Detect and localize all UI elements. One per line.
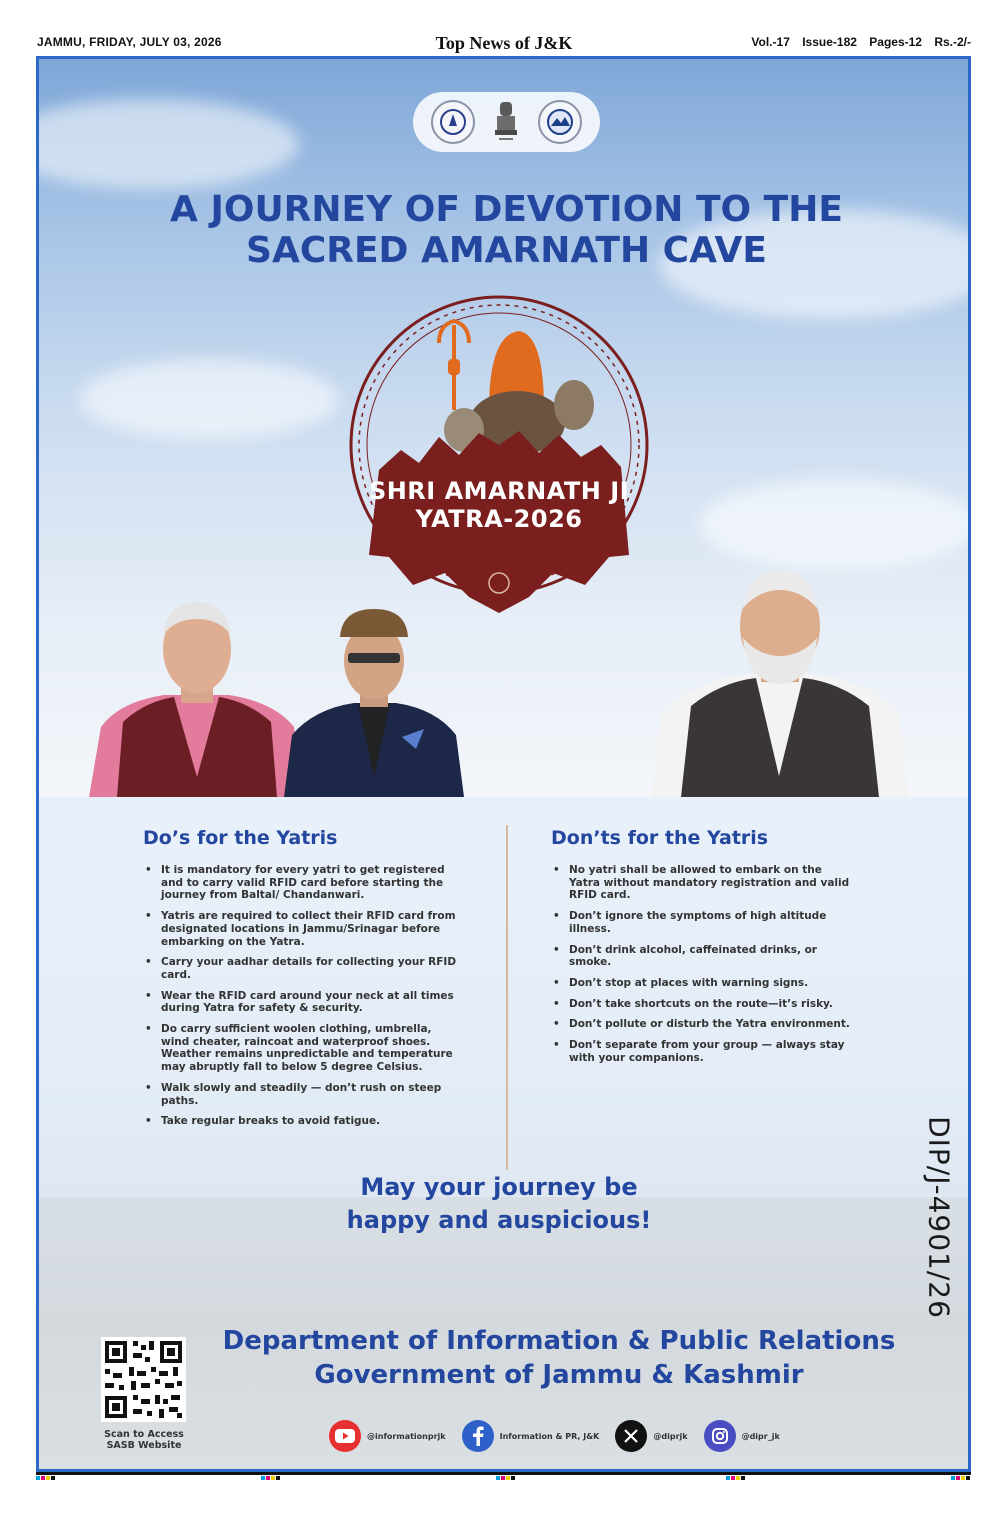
guidelines-section	[39, 797, 971, 1197]
social-media-bar	[329, 1419, 780, 1453]
department-signature	[189, 1324, 929, 1392]
list-item: • Yatris are required to collect their RFID card from designated locations in Jammu/Srinagar before embarking on the Yatra.	[143, 910, 461, 948]
instagram-handle[interactable]: @dipr_jk	[741, 1431, 780, 1441]
instagram-icon[interactable]	[704, 1420, 736, 1452]
masthead-paper-title: Top News of J&K	[435, 33, 573, 53]
yatra-badge	[339, 295, 659, 615]
shrine-board-logo-icon	[431, 100, 475, 144]
youtube-icon[interactable]	[329, 1420, 361, 1452]
list-item: • Do carry sufficient woolen clothing, umbrella, wind cheater, raincoat and waterproof shoes. Weather remains unpredictable and temperature may abruptly fall to below 5 degree Celsius.	[143, 1023, 461, 1074]
headline	[39, 189, 971, 271]
list-item: • Take regular breaks to avoid fatigue.	[143, 1115, 461, 1128]
masthead-issue: Issue-182	[802, 35, 857, 49]
x-icon[interactable]	[615, 1420, 647, 1452]
blessing-line-2: happy and auspicious!	[346, 1206, 652, 1234]
list-item: • Don’t pollute or disturb the Yatra environment.	[551, 1018, 851, 1031]
qr-caption	[84, 1429, 204, 1451]
prime-minister-portrait	[651, 564, 909, 797]
masthead-date: JAMMU, FRIDAY, JULY 03, 2026	[37, 35, 222, 49]
headline-line-2: SACRED AMARNATH CAVE	[246, 230, 767, 271]
list-item: • No yatri shall be allowed to embark on the Yatra without mandatory registration and valid RFID card.	[551, 864, 851, 902]
social-x[interactable]	[615, 1420, 687, 1452]
column-divider	[506, 825, 508, 1170]
social-instagram[interactable]	[704, 1420, 780, 1452]
masthead-volume: Vol.-17	[751, 35, 790, 49]
youtube-handle[interactable]: @informationprjk	[367, 1431, 446, 1441]
qr-caption-line-2: SASB Website	[106, 1440, 182, 1451]
dos-column	[143, 827, 461, 1136]
badge-line-1: SHRI AMARNATH JI	[368, 477, 630, 505]
donts-heading: Don’ts for the Yatris	[551, 827, 769, 849]
list-item: • Don’t drink alcohol, caffeinated drinks, or smoke.	[551, 944, 851, 969]
donts-column	[551, 827, 851, 1072]
masthead-pages: Pages-12	[869, 35, 922, 49]
dept-line-1: Department of Information & Public Relations	[222, 1326, 896, 1356]
list-item: • Don’t separate from your group — always stay with your companions.	[551, 1039, 851, 1064]
dip-code: DIP/J-4901/26	[922, 1116, 956, 1319]
facebook-icon[interactable]	[462, 1420, 494, 1452]
list-item: • Don’t take shortcuts on the route—it’s risky.	[551, 998, 851, 1011]
advertisement-panel	[36, 56, 971, 1472]
social-facebook[interactable]	[462, 1420, 600, 1452]
masthead-meta	[742, 35, 971, 49]
donts-list	[551, 864, 851, 1064]
list-item: • Walk slowly and steadily — don’t rush on steep paths.	[143, 1082, 461, 1107]
blessing-line-1: May your journey be	[360, 1173, 638, 1201]
masthead-price: Rs.-2/-	[934, 35, 971, 49]
list-item: • Wear the RFID card around your neck at all times during Yatra for safety & security.	[143, 990, 461, 1015]
x-handle[interactable]: @diprjk	[653, 1431, 688, 1441]
lieutenant-governor-portrait	[89, 597, 304, 797]
list-item: • It is mandatory for every yatri to get registered and to carry valid RFID card before starting the journey from Baltal/ Chandanwari.	[143, 864, 461, 902]
list-item: • Carry your aadhar details for collecting your RFID card.	[143, 956, 461, 981]
emblem-icon	[491, 97, 521, 147]
qr-code-icon[interactable]	[101, 1337, 186, 1422]
headline-line-1: A JOURNEY OF DEVOTION TO THE	[170, 189, 843, 230]
dip-code-box	[889, 1094, 971, 1344]
print-registration-bar	[36, 1472, 971, 1480]
dos-heading: Do’s for the Yatris	[143, 827, 338, 849]
qr-caption-line-1: Scan to Access	[104, 1429, 184, 1440]
blessing-message	[299, 1171, 699, 1237]
masthead	[0, 0, 1008, 56]
trident-icon	[439, 321, 469, 410]
yatra-badge-title	[339, 477, 659, 533]
logo-strip	[413, 92, 600, 152]
dipr-logo-icon	[538, 100, 582, 144]
chief-minister-portrait	[284, 607, 464, 797]
dos-list	[143, 864, 461, 1128]
list-item: • Don’t ignore the symptoms of high altitude illness.	[551, 910, 851, 935]
facebook-handle[interactable]: Information & PR, J&K	[499, 1431, 600, 1441]
list-item: • Don’t stop at places with warning signs.	[551, 977, 851, 990]
dept-line-2: Government of Jammu & Kashmir	[314, 1360, 804, 1390]
badge-line-2: YATRA-2026	[415, 505, 583, 533]
social-youtube[interactable]	[329, 1420, 446, 1452]
